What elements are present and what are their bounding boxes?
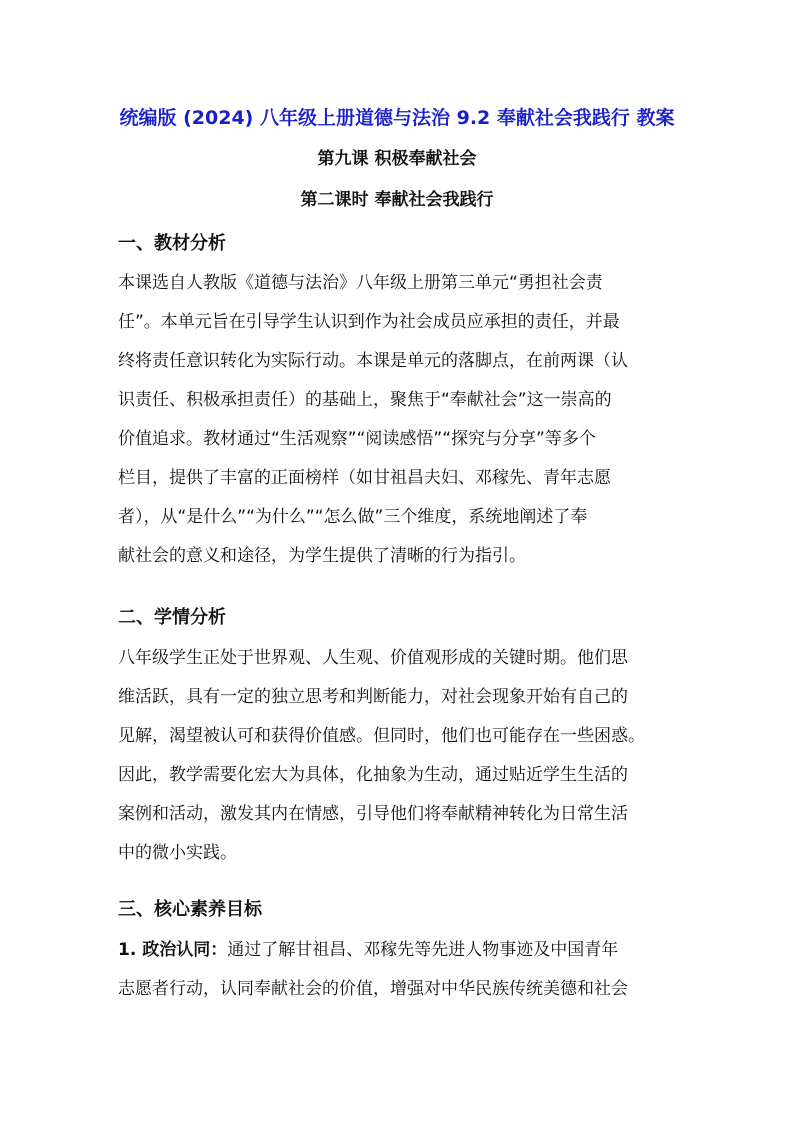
paragraph-line: 终将责任意识转化为实际行动。本课是单元的落脚点，在前两课（认 (118, 351, 628, 371)
paragraph-line: 献社会的意义和途径，为学生提供了清晰的行为指引。 (118, 546, 526, 566)
paragraph-line: 价值追求。教材通过“生活观察”“阅读感悟”“探究与分享”等多个 (118, 429, 596, 449)
document-title: 统编版 (2024) 八年级上册道德与法治 9.2 奉献社会我践行 教案 (119, 107, 675, 129)
section-heading-textbook-analysis: 一、教材分析 (118, 233, 226, 254)
paragraph-textbook-analysis (118, 264, 678, 576)
paragraph-line: 案例和活动，激发其内在情感，引导他们将奉献精神转化为日常生活 (118, 804, 628, 824)
paragraph-line: 因此，教学需要化宏大为具体，化抽象为生动，通过贴近学生生活的 (118, 765, 628, 785)
goal-text: 通过了解甘祖昌、邓稼先等先进人物事迹及中国青年 (227, 940, 619, 960)
paragraph-line: 中的微小实践。 (118, 843, 237, 863)
paragraph-student-analysis (118, 639, 678, 873)
paragraph-line: 栏目，提供了丰富的正面榜样（如甘祖昌夫妇、邓稼先、青年志愿 (118, 468, 611, 488)
goal-line: 志愿者行动，认同奉献社会的价值，增强对中华民族传统美德和社会 (118, 979, 628, 999)
goal-political-identity (118, 931, 678, 1009)
paragraph-line: 者），从“是什么”“为什么”“怎么做”三个维度，系统地阐述了奉 (118, 507, 588, 527)
paragraph-line: 八年级学生正处于世界观、人生观、价值观形成的关键时期。他们思 (118, 648, 628, 668)
paragraph-line: 任”。本单元旨在引导学生认识到作为社会成员应承担的责任，并最 (118, 312, 620, 332)
lesson-title: 第九课 积极奉献社会 (317, 149, 477, 169)
paragraph-line: 识责任、积极承担责任）的基础上，聚焦于“奉献社会”这一崇高的 (118, 390, 612, 410)
period-title: 第二课时 奉献社会我践行 (300, 190, 494, 210)
goal-lead-label: 1. 政治认同： (118, 940, 228, 960)
section-heading-student-analysis: 二、学情分析 (118, 607, 226, 628)
section-heading-core-literacy-goals: 三、核心素养目标 (118, 899, 262, 920)
paragraph-line: 本课选自人教版《道德与法治》八年级上册第三单元“勇担社会责 (118, 273, 603, 293)
paragraph-line: 维活跃，具有一定的独立思考和判断能力，对社会现象开始有自己的 (118, 687, 628, 707)
paragraph-line: 见解，渴望被认可和获得价值感。但同时，他们也可能存在一些困惑。 (118, 726, 645, 746)
goal-line (118, 931, 678, 970)
